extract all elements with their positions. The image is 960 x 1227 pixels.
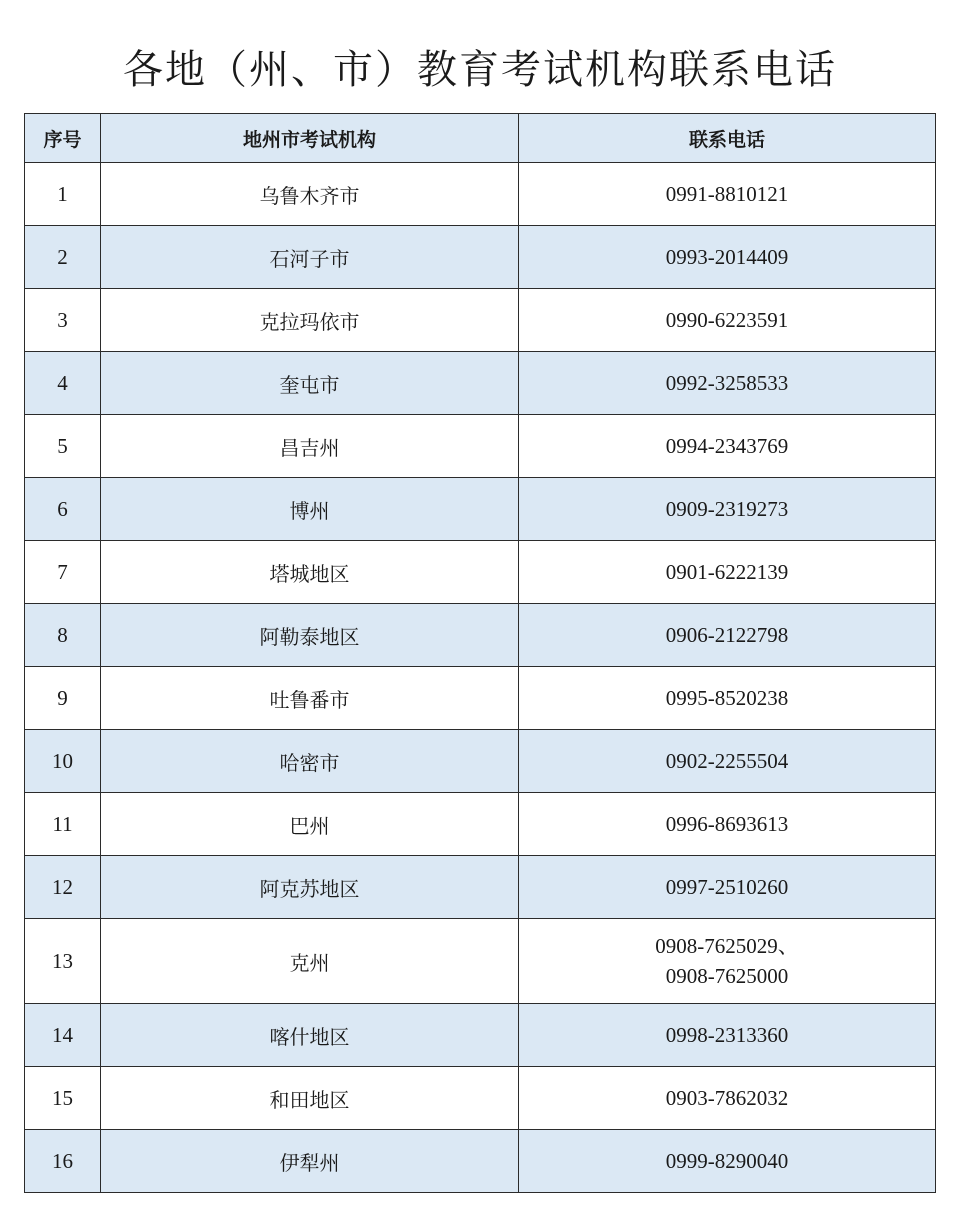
row-number: 1 [25, 163, 101, 226]
exam-agency-name: 塔城地区 [101, 541, 519, 604]
table-row [25, 415, 936, 478]
exam-agency-name: 克州 [101, 919, 519, 1004]
row-number: 12 [25, 856, 101, 919]
row-number: 14 [25, 1004, 101, 1067]
phone-number: 0994-2343769 [665, 434, 789, 458]
phone-number: 0902-2255504 [665, 749, 789, 773]
exam-agency-name: 吐鲁番市 [101, 667, 519, 730]
exam-agency-name: 克拉玛依市 [101, 289, 519, 352]
phone-cell [519, 289, 936, 352]
page-title: 各地（州、市）教育考试机构联系电话 [123, 47, 837, 93]
header-num: 序号 [25, 114, 101, 163]
phone-number: 0998-2313360 [665, 1023, 789, 1047]
row-number: 15 [25, 1067, 101, 1130]
table-row [25, 1067, 936, 1130]
phone-cell [519, 856, 936, 919]
phone-number: 0990-6223591 [665, 308, 789, 332]
phone-cell [519, 730, 936, 793]
row-number: 3 [25, 289, 101, 352]
table-row [25, 478, 936, 541]
phone-cell [519, 1004, 936, 1067]
row-number: 2 [25, 226, 101, 289]
row-number: 9 [25, 667, 101, 730]
row-number: 10 [25, 730, 101, 793]
phone-number: 0997-2510260 [665, 875, 789, 899]
exam-agency-name: 乌鲁木齐市 [101, 163, 519, 226]
phone-number: 0908-7625000 [665, 964, 789, 988]
table-row [25, 289, 936, 352]
exam-agency-name: 石河子市 [101, 226, 519, 289]
phone-cell [519, 163, 936, 226]
header-org: 地州市考试机构 [101, 114, 519, 163]
exam-agency-name: 博州 [101, 478, 519, 541]
row-number: 5 [25, 415, 101, 478]
exam-agency-name: 昌吉州 [101, 415, 519, 478]
row-number: 13 [25, 919, 101, 1004]
table-header-row [25, 114, 936, 163]
phone-number: 0992-3258533 [665, 371, 789, 395]
phone-number: 0993-2014409 [665, 245, 789, 269]
exam-agency-name: 阿勒泰地区 [101, 604, 519, 667]
phone-cell [519, 793, 936, 856]
phone-number: 0991-8810121 [665, 182, 789, 206]
row-number: 8 [25, 604, 101, 667]
phone-number: 0908-7625029、 [655, 934, 799, 958]
exam-agency-name: 喀什地区 [101, 1004, 519, 1067]
row-number: 11 [25, 793, 101, 856]
contacts-table [24, 113, 936, 1193]
table-row [25, 163, 936, 226]
exam-agency-name: 奎屯市 [101, 352, 519, 415]
exam-agency-name: 阿克苏地区 [101, 856, 519, 919]
phone-cell [519, 919, 936, 1004]
phone-cell [519, 667, 936, 730]
row-number: 4 [25, 352, 101, 415]
phone-number: 0906-2122798 [665, 623, 789, 647]
phone-number: 0995-8520238 [665, 686, 789, 710]
table-row [25, 541, 936, 604]
table-row [25, 604, 936, 667]
table-row [25, 793, 936, 856]
table-row [25, 856, 936, 919]
row-number: 7 [25, 541, 101, 604]
table-body [25, 163, 936, 1193]
table-row [25, 1130, 936, 1193]
phone-cell [519, 1067, 936, 1130]
phone-cell [519, 604, 936, 667]
table-row [25, 667, 936, 730]
phone-cell [519, 478, 936, 541]
phone-cell [519, 226, 936, 289]
table-row [25, 730, 936, 793]
row-number: 6 [25, 478, 101, 541]
phone-cell [519, 1130, 936, 1193]
table-row [25, 1004, 936, 1067]
table-row [25, 352, 936, 415]
phone-number: 0909-2319273 [665, 497, 789, 521]
exam-agency-name: 哈密市 [101, 730, 519, 793]
phone-cell [519, 415, 936, 478]
phone-number: 0903-7862032 [665, 1086, 789, 1110]
phone-cell [519, 352, 936, 415]
row-number: 16 [25, 1130, 101, 1193]
table-row [25, 919, 936, 1004]
phone-number: 0996-8693613 [665, 812, 789, 836]
table-row [25, 226, 936, 289]
header-tel: 联系电话 [519, 114, 936, 163]
exam-agency-name: 伊犁州 [101, 1130, 519, 1193]
exam-agency-name: 和田地区 [101, 1067, 519, 1130]
exam-agency-name: 巴州 [101, 793, 519, 856]
phone-number: 0999-8290040 [665, 1149, 789, 1173]
phone-number: 0901-6222139 [665, 560, 789, 584]
phone-cell [519, 541, 936, 604]
